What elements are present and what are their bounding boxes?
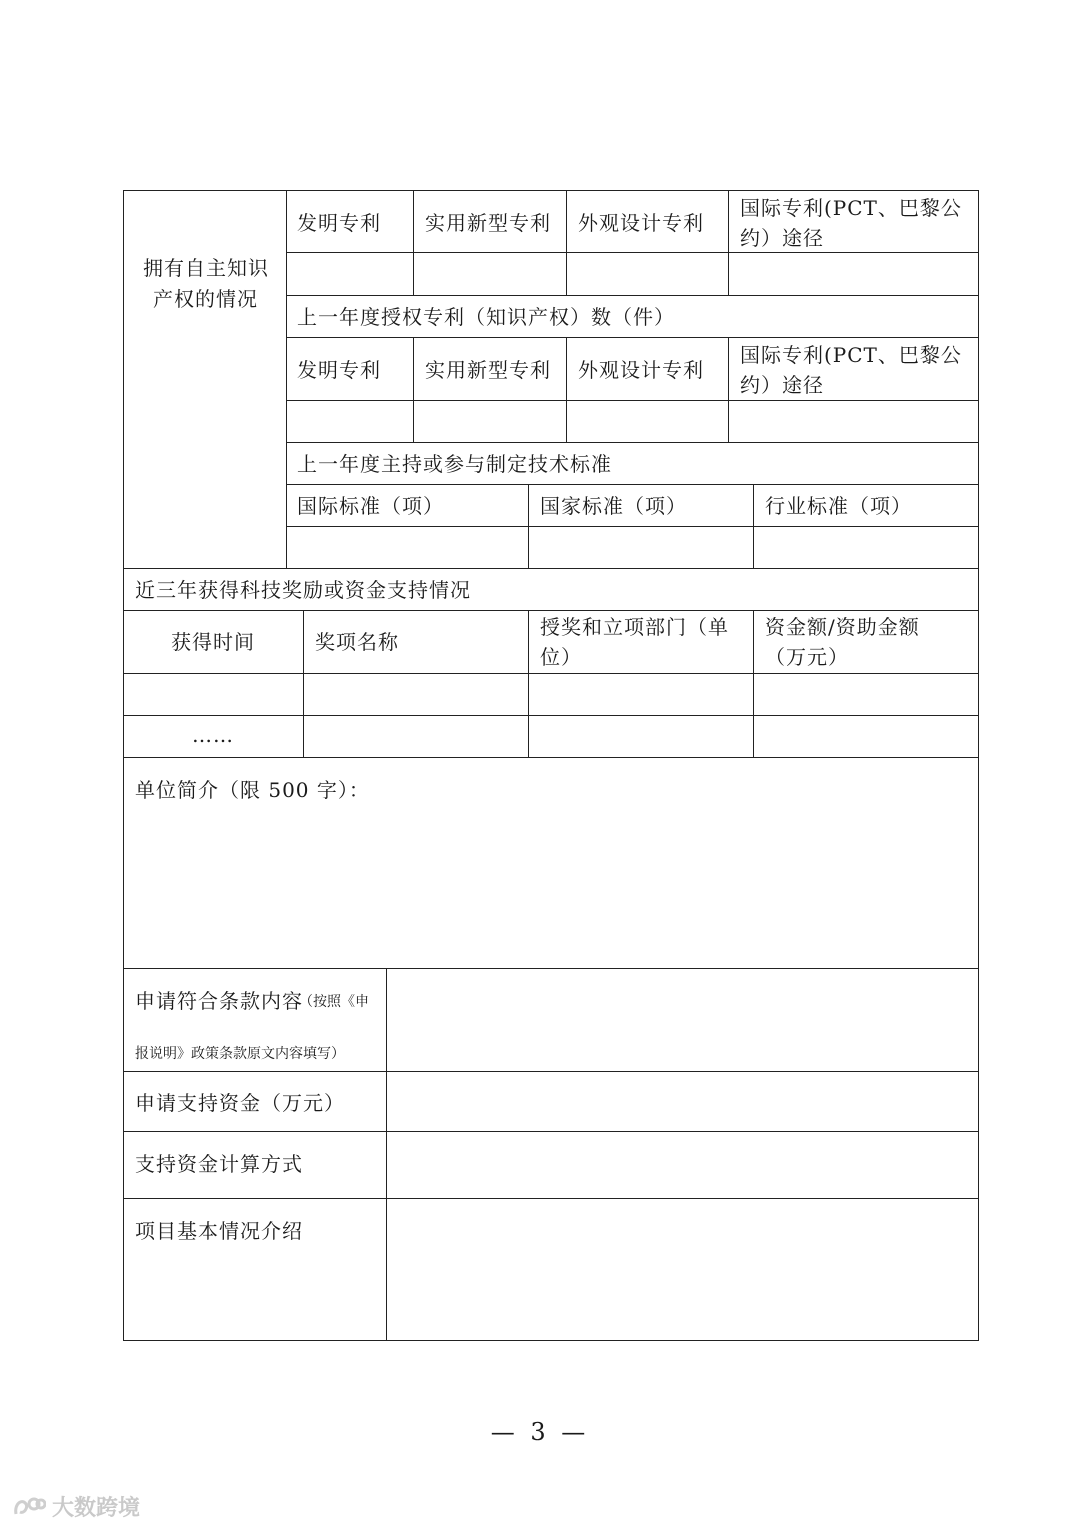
rule bbox=[566, 337, 567, 442]
rule bbox=[528, 610, 529, 757]
calc-method-label: 支持资金计算方式 bbox=[135, 1152, 303, 1176]
standards-national: 国家标准（项） bbox=[540, 494, 687, 518]
awards-ellipsis: …… bbox=[192, 723, 234, 747]
rule bbox=[123, 1131, 979, 1132]
standards-title: 上一年度主持或参与制定技术标准 bbox=[297, 452, 612, 476]
page-number: — 3 — bbox=[490, 1418, 590, 1446]
rule bbox=[123, 1071, 979, 1072]
head1-utility: 实用新型专利 bbox=[425, 211, 551, 235]
rule bbox=[753, 484, 754, 568]
table-border-right bbox=[978, 190, 979, 1341]
awards-head-name: 奖项名称 bbox=[315, 630, 399, 654]
awards-head-dept-line1: 授奖和立项部门（单 bbox=[540, 615, 729, 639]
awards-head-time: 获得时间 bbox=[171, 630, 255, 654]
head1-intl-line1: 国际专利(PCT、巴黎公 bbox=[740, 196, 962, 220]
head2-invention: 发明专利 bbox=[297, 358, 381, 382]
rule bbox=[413, 337, 414, 442]
company-intro-title: 单位简介（限 500 字）： bbox=[135, 778, 370, 802]
rule bbox=[123, 715, 979, 716]
rule bbox=[413, 190, 414, 295]
rule bbox=[566, 190, 567, 295]
project-intro-label: 项目基本情况介绍 bbox=[135, 1219, 303, 1243]
head2-intl-line2: 约）途径 bbox=[740, 373, 824, 397]
head1-intl-line2: 约）途径 bbox=[740, 226, 824, 250]
awards-title: 近三年获得科技奖励或资金支持情况 bbox=[135, 578, 471, 602]
rule bbox=[286, 526, 979, 527]
standards-industry: 行业标准（项） bbox=[765, 494, 912, 518]
watermark-text: 大数跨境 bbox=[52, 1496, 141, 1521]
support-funds-label: 申请支持资金（万元） bbox=[135, 1091, 345, 1115]
awards-head-dept-line2: 位） bbox=[540, 645, 582, 669]
watermark bbox=[12, 1491, 140, 1522]
rule bbox=[286, 337, 979, 338]
rule bbox=[286, 484, 979, 485]
prev-year-patents-title: 上一年度授权专利（知识产权）数（件） bbox=[297, 305, 675, 329]
rule bbox=[753, 610, 754, 757]
awards-head-amount-line2: （万元） bbox=[765, 645, 849, 669]
rule bbox=[123, 610, 979, 611]
head1-invention: 发明专利 bbox=[297, 211, 381, 235]
rule bbox=[123, 568, 979, 569]
rule bbox=[386, 968, 387, 1340]
table-border-top bbox=[123, 190, 979, 191]
rule bbox=[123, 757, 979, 758]
rule bbox=[123, 673, 979, 674]
table-border-bottom bbox=[123, 1340, 979, 1341]
clause-label-note1: （按照《申 bbox=[299, 994, 369, 1010]
awards-head-amount-line1: 资金额/资助金额 bbox=[765, 615, 920, 639]
rule bbox=[303, 610, 304, 757]
head2-utility: 实用新型专利 bbox=[425, 358, 551, 382]
rule bbox=[123, 1198, 979, 1199]
rule bbox=[286, 252, 979, 253]
head2-intl-line1: 国际专利(PCT、巴黎公 bbox=[740, 343, 962, 367]
clause-label-note2: 报说明》政策条款原文内容填写） bbox=[135, 1046, 345, 1062]
rule bbox=[286, 442, 979, 443]
rule bbox=[728, 337, 729, 442]
rule bbox=[528, 484, 529, 568]
standards-intl: 国际标准（项） bbox=[297, 494, 444, 518]
application-form-table bbox=[123, 190, 979, 1341]
watermark-logo-icon bbox=[12, 1494, 46, 1520]
table-border-left bbox=[123, 190, 124, 1341]
head2-design: 外观设计专利 bbox=[578, 358, 704, 382]
ip-label-line2: 产权的情况 bbox=[153, 287, 258, 311]
rule bbox=[123, 968, 979, 969]
ip-label-line1: 拥有自主知识 bbox=[143, 256, 269, 280]
rule bbox=[286, 400, 979, 401]
rule bbox=[286, 295, 979, 296]
head1-design: 外观设计专利 bbox=[578, 211, 704, 235]
rule bbox=[728, 190, 729, 295]
rule bbox=[286, 190, 287, 568]
clause-label-main: 申请符合条款内容 bbox=[135, 989, 303, 1013]
